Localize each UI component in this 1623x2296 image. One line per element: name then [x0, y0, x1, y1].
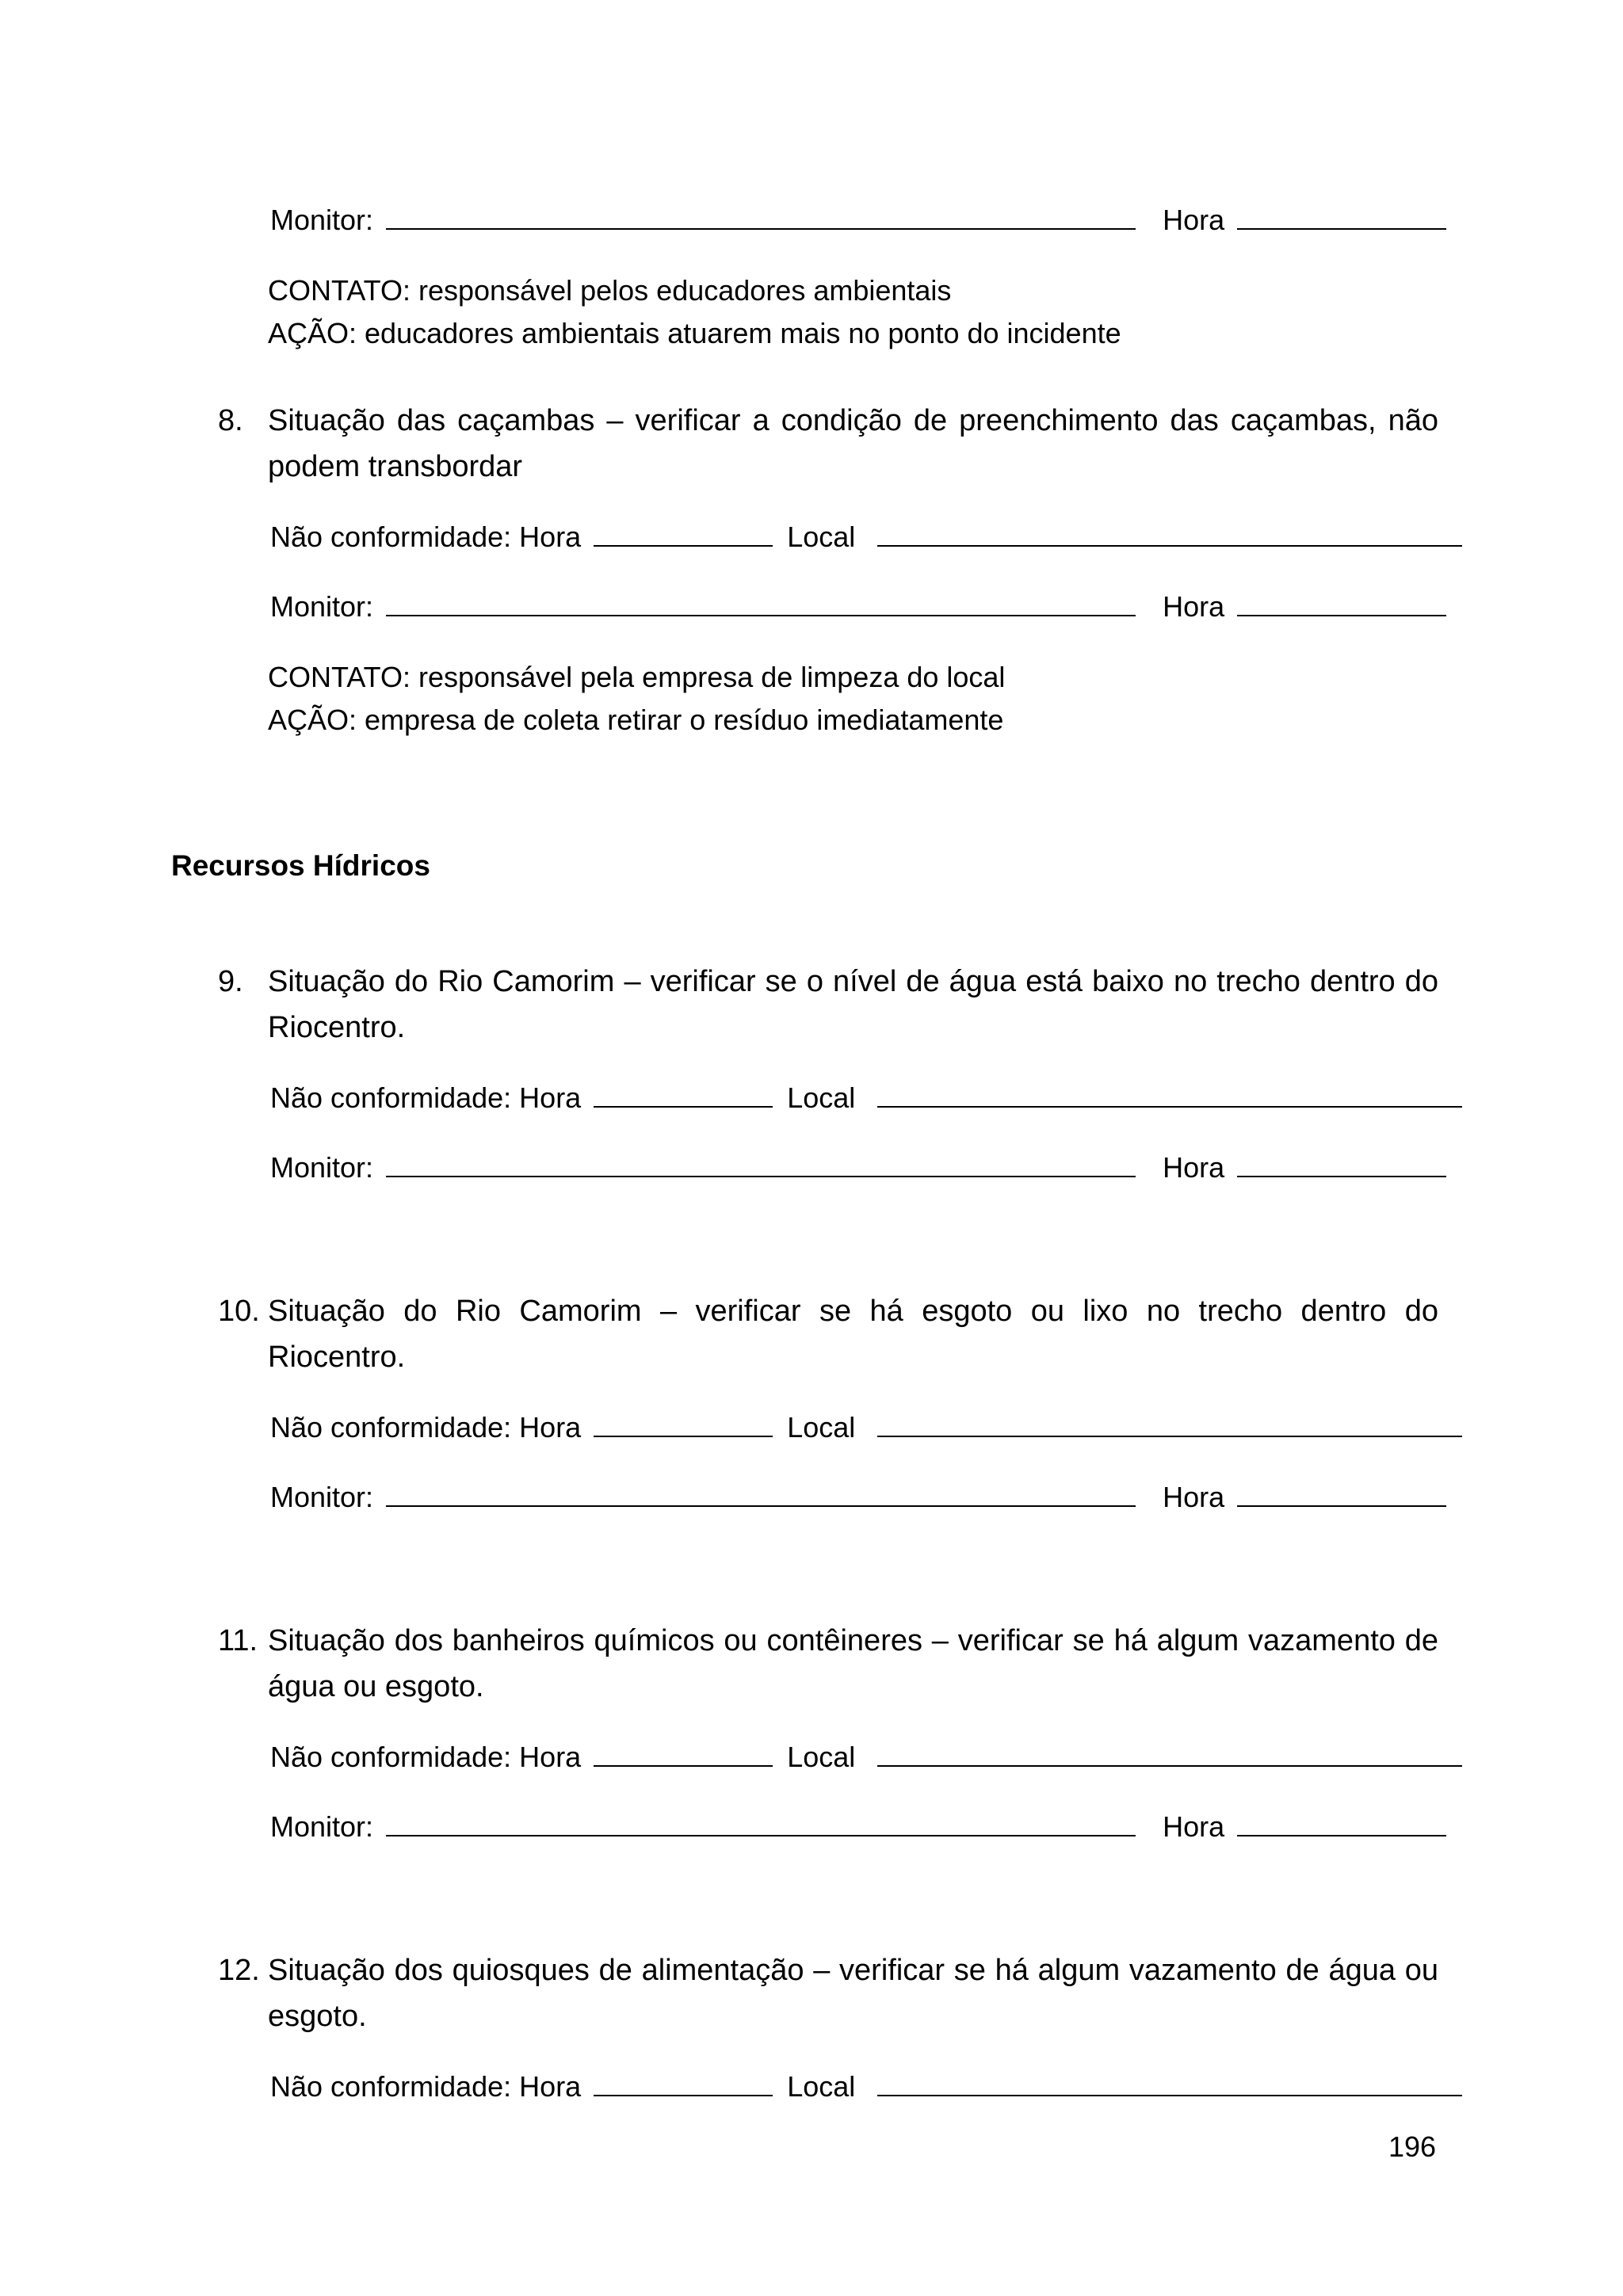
page-number: 196	[1388, 2130, 1437, 2163]
hora-field[interactable]	[1237, 1482, 1446, 1507]
acao-note: AÇÃO: empresa de coleta retirar o resíduo imediatamente	[268, 704, 1004, 736]
nonconformity-row	[270, 1410, 1462, 1445]
checklist-item-11	[218, 1618, 1438, 1710]
monitor-row	[270, 1150, 1446, 1185]
nonconformity-row	[270, 1740, 1462, 1775]
hora-label: Hora	[1163, 1810, 1225, 1843]
nonconformity-row	[270, 1081, 1462, 1116]
nc-hora-label: Não conformidade: Hora	[270, 521, 582, 553]
local-field[interactable]	[877, 2071, 1462, 2096]
hora-label: Hora	[1163, 1151, 1225, 1184]
nc-hora-label: Não conformidade: Hora	[270, 1411, 582, 1444]
nc-hora-label: Não conformidade: Hora	[270, 1741, 582, 1773]
local-field[interactable]	[877, 521, 1462, 547]
item-text: Situação das caçambas – verificar a condição de preenchimento das caçambas, não podem transbordar	[268, 404, 1438, 483]
local-field[interactable]	[877, 1412, 1462, 1437]
monitor-row	[270, 1480, 1446, 1515]
contato-note: CONTATO: responsável pela empresa de limpeza do local	[268, 661, 1006, 693]
item-number: 10.	[218, 1295, 260, 1328]
checklist-item-8	[218, 398, 1438, 490]
monitor-label: Monitor:	[270, 1151, 374, 1184]
section-heading: Recursos Hídricos	[171, 849, 430, 882]
checklist-item-12	[218, 1947, 1438, 2039]
nonconformity-row	[270, 520, 1462, 555]
nc-hora-field[interactable]	[594, 521, 773, 547]
nc-hora-label: Não conformidade: Hora	[270, 1081, 582, 1114]
local-label: Local	[787, 2070, 856, 2103]
checklist-item-9	[218, 959, 1438, 1051]
item-number: 12.	[218, 1954, 260, 1987]
nc-hora-field[interactable]	[594, 1412, 773, 1437]
monitor-row	[270, 1810, 1446, 1844]
monitor-label: Monitor:	[270, 1481, 374, 1513]
item-text: Situação dos quiosques de alimentação – verificar se há algum vazamento de água ou esgoto.	[268, 1954, 1438, 2033]
monitor-field[interactable]	[386, 1152, 1136, 1177]
local-label: Local	[787, 1411, 856, 1444]
nc-hora-field[interactable]	[594, 2071, 773, 2096]
item-text: Situação do Rio Camorim – verificar se há esgoto ou lixo no trecho dentro do Riocentro.	[268, 1295, 1438, 1374]
monitor-label: Monitor:	[270, 204, 374, 236]
monitor-row	[270, 589, 1446, 624]
item-number: 8.	[218, 404, 243, 437]
item-number: 9.	[218, 965, 243, 998]
monitor-field[interactable]	[386, 204, 1136, 230]
local-label: Local	[787, 1081, 856, 1114]
monitor-label: Monitor:	[270, 590, 374, 623]
monitor-label: Monitor:	[270, 1810, 374, 1843]
monitor-row	[270, 203, 1446, 238]
hora-label: Hora	[1163, 1481, 1225, 1513]
local-label: Local	[787, 521, 856, 553]
item-text: Situação dos banheiros químicos ou contêineres – verificar se há algum vazamento de água ou esgoto.	[268, 1624, 1438, 1703]
hora-field[interactable]	[1237, 591, 1446, 616]
monitor-field[interactable]	[386, 1811, 1136, 1836]
local-label: Local	[787, 1741, 856, 1773]
item-number: 11.	[218, 1624, 258, 1657]
nonconformity-row	[270, 2069, 1462, 2104]
hora-field[interactable]	[1237, 1152, 1446, 1177]
local-field[interactable]	[877, 1082, 1462, 1108]
contato-note: CONTATO: responsável pelos educadores ambientais	[268, 274, 952, 307]
monitor-field[interactable]	[386, 1482, 1136, 1507]
hora-label: Hora	[1163, 590, 1225, 623]
monitor-field[interactable]	[386, 591, 1136, 616]
hora-field[interactable]	[1237, 204, 1446, 230]
nc-hora-field[interactable]	[594, 1082, 773, 1108]
acao-note: AÇÃO: educadores ambientais atuarem mais no ponto do incidente	[268, 317, 1121, 349]
nc-hora-label: Não conformidade: Hora	[270, 2070, 582, 2103]
hora-label: Hora	[1163, 204, 1225, 236]
local-field[interactable]	[877, 1741, 1462, 1767]
checklist-item-10	[218, 1288, 1438, 1380]
nc-hora-field[interactable]	[594, 1741, 773, 1767]
hora-field[interactable]	[1237, 1811, 1446, 1836]
item-text: Situação do Rio Camorim – verificar se o nível de água está baixo no trecho dentro do Riocentro.	[268, 965, 1438, 1044]
